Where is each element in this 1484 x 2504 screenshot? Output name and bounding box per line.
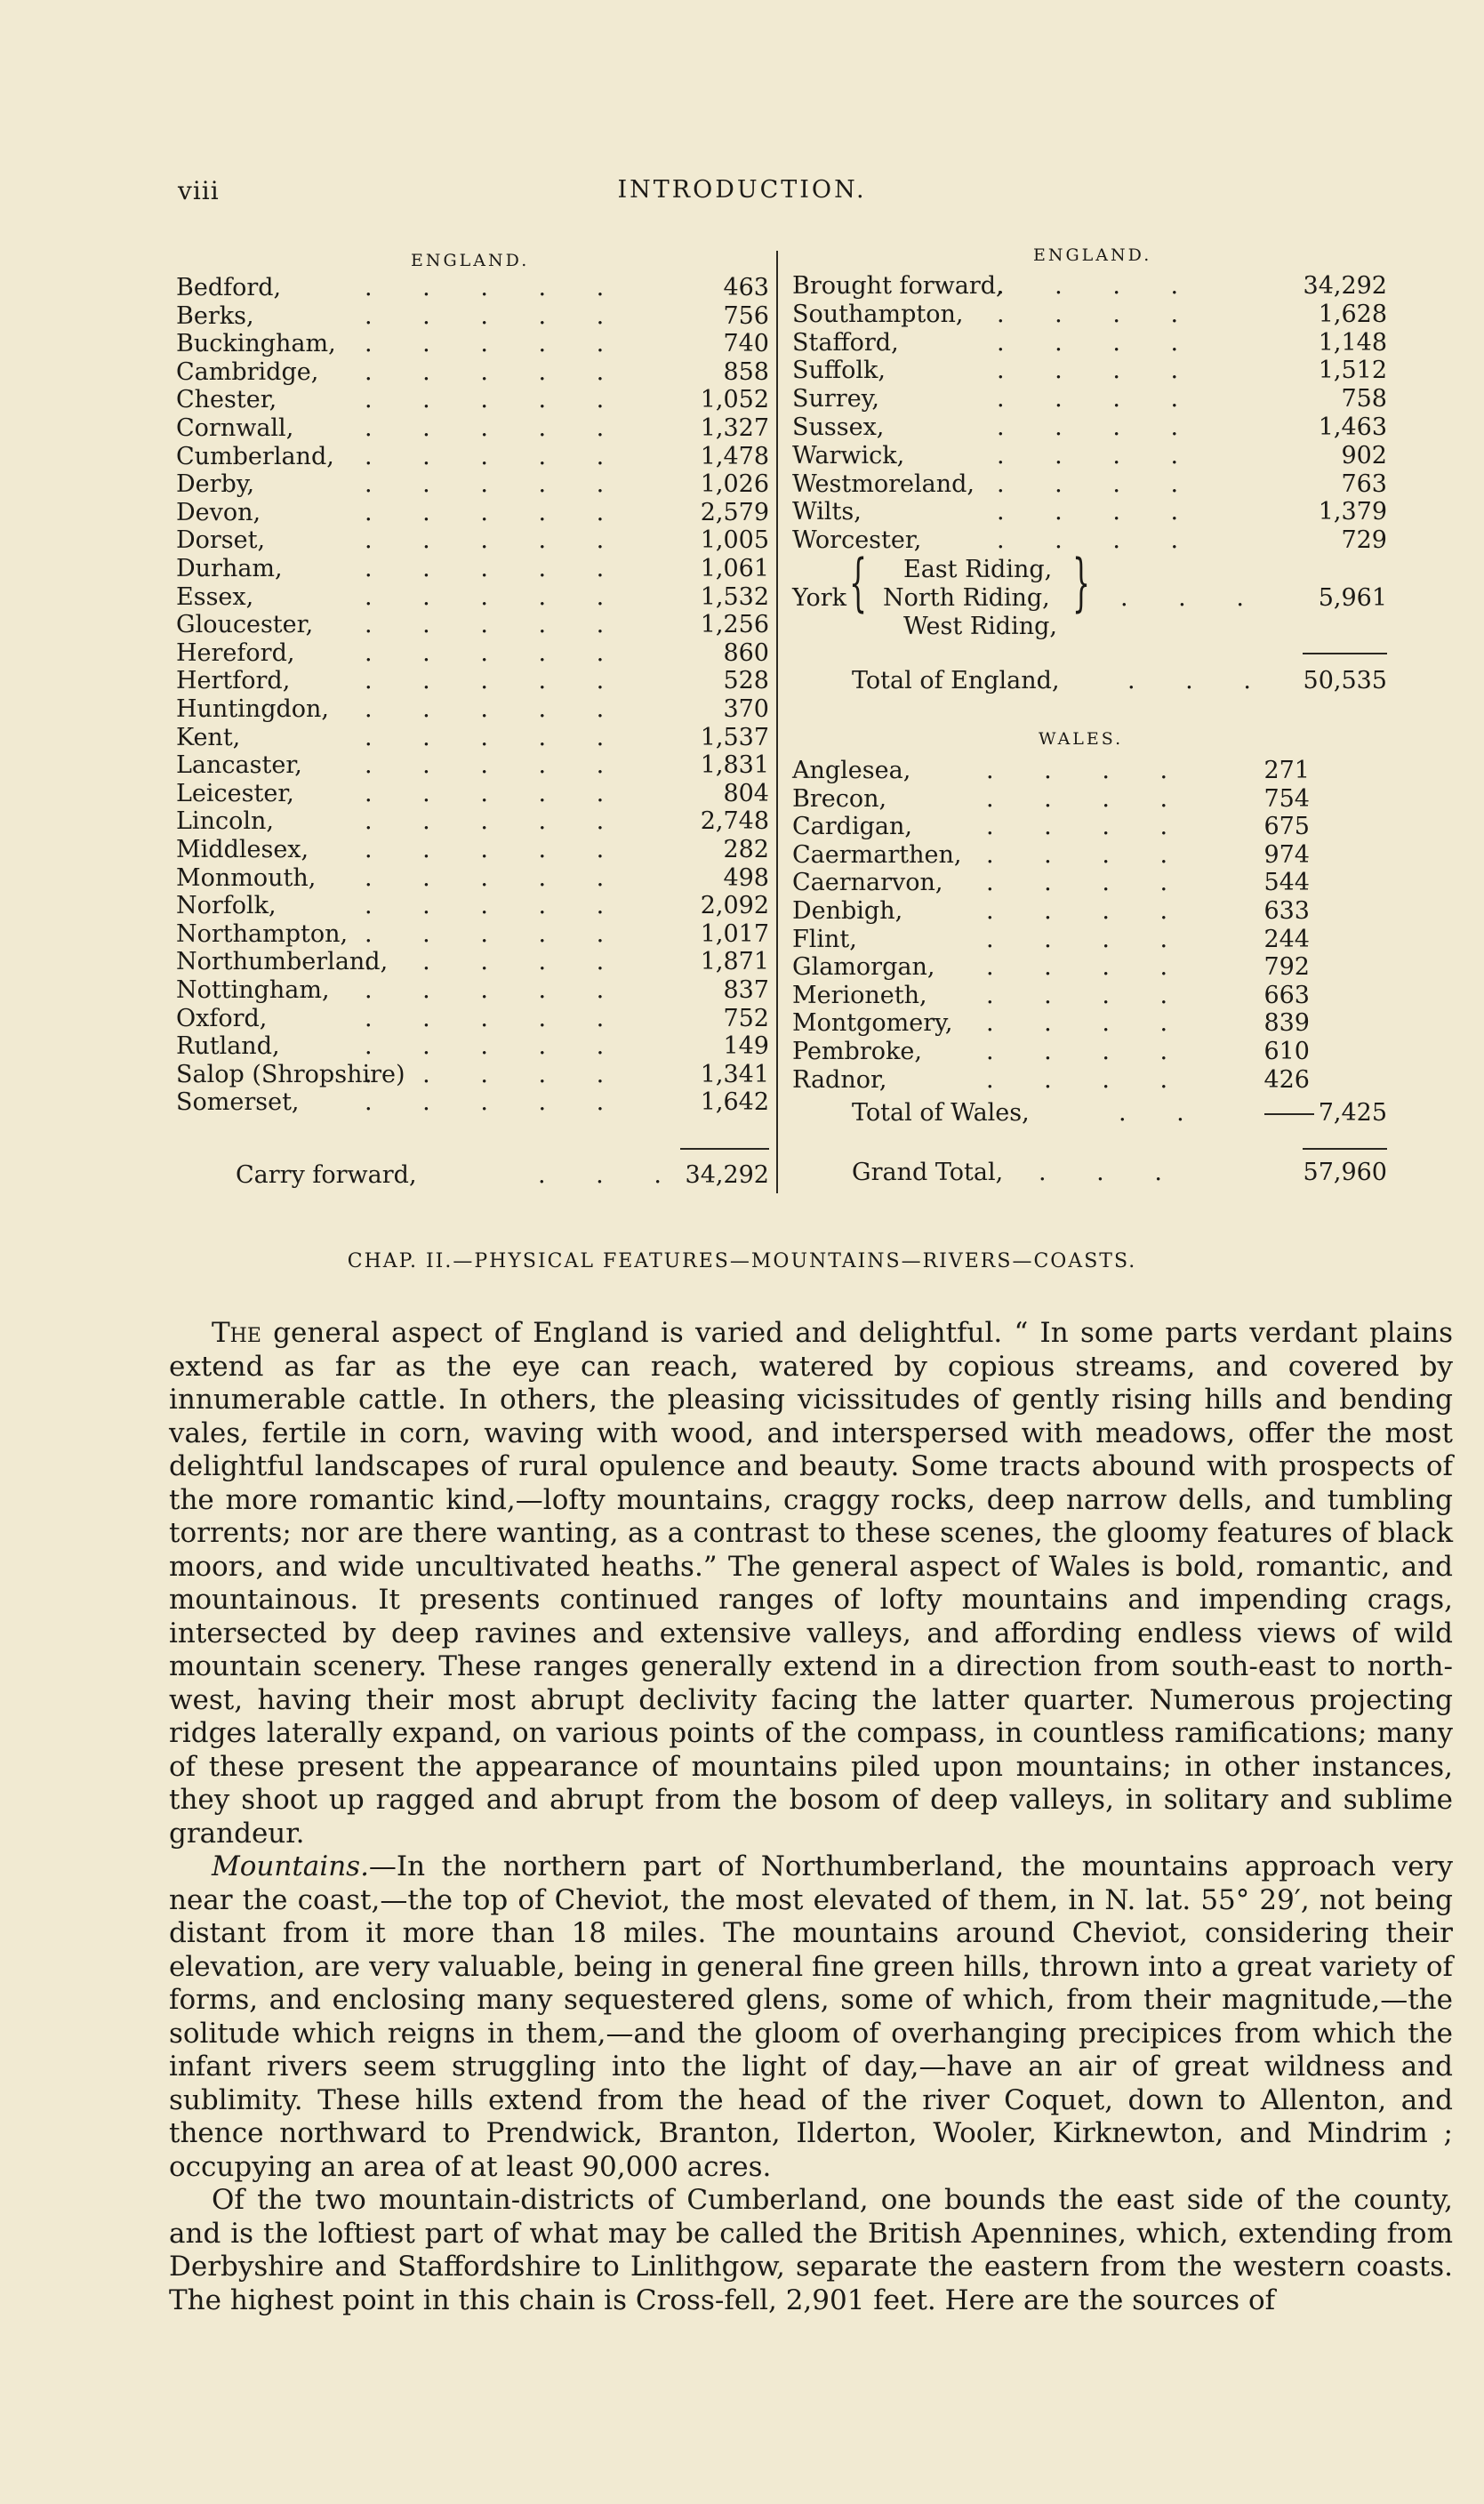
england-county-row-continued: [792, 470, 1387, 499]
england-county-row: [176, 864, 769, 893]
column-divider: [776, 251, 778, 1193]
england-county-row-leader: . . . . .: [365, 779, 626, 807]
england-county-row-name: Dorset,: [176, 526, 266, 555]
england-county-row-leader: . . . . .: [365, 330, 626, 358]
england-county-row-value: 282: [723, 836, 769, 863]
england-county-row: [176, 583, 769, 612]
england-county-row-continued-name: Suffolk,: [792, 357, 886, 385]
england-county-row-continued-value: 1,463: [1318, 413, 1387, 441]
england-county-row: [176, 807, 769, 836]
wales-county-row-leader: . . . .: [986, 953, 1190, 982]
england-county-row: [176, 667, 769, 695]
england-county-row-leader: . . . . .: [365, 526, 626, 555]
england-county-row-continued: [792, 301, 1387, 329]
england-county-row-value: 1,017: [700, 919, 769, 948]
england-county-row-value: 1,831: [700, 751, 769, 780]
england-county-row-name: Derby,: [176, 470, 255, 499]
england-county-row-continued: [792, 385, 1387, 413]
york-riding-north: North Riding,: [883, 584, 1050, 612]
england-county-row-name: Bedford,: [176, 274, 282, 301]
england-county-row-value: 740: [723, 330, 769, 358]
england-county-row-continued-leader: . . . .: [997, 413, 1200, 441]
england-county-row-value: 1,005: [700, 526, 769, 555]
england-county-row: [176, 386, 769, 414]
england-county-row: [176, 976, 769, 1005]
england-county-row-leader: . . . . .: [365, 555, 626, 582]
wales-total-value: 7,425: [1318, 1099, 1387, 1127]
wales-county-row-value: 974: [1263, 840, 1310, 869]
england-county-row-continued-leader: . . . .: [997, 470, 1200, 498]
england-county-row-name: Cornwall,: [176, 414, 294, 442]
england-county-row-name: Cambridge,: [176, 357, 319, 386]
wales-county-row: [792, 785, 1310, 814]
wales-county-row: [792, 813, 1310, 841]
york-value: 5,961: [1318, 584, 1387, 612]
england-county-row-leader: . . . . .: [365, 638, 626, 667]
england-county-row-name: Somerset,: [176, 1088, 300, 1117]
wales-county-row-name: Denbigh,: [792, 897, 903, 925]
grand-total-label: Grand Total,: [852, 1159, 1004, 1186]
england-county-row-name: Northampton,: [176, 919, 349, 948]
england-county-row-name: Lancaster,: [176, 751, 302, 780]
wales-county-row-leader: . . . .: [986, 981, 1190, 1009]
england-county-row-continued: [792, 272, 1387, 301]
england-county-row-continued-leader: . . . .: [997, 328, 1200, 357]
york-row: [1103, 584, 1387, 613]
wales-county-row: [792, 869, 1310, 897]
england-county-row-name: Chester,: [176, 386, 277, 414]
england-county-row-leader: . . . . .: [365, 919, 626, 948]
england-county-row-leader: . . . . .: [365, 892, 626, 920]
grand-total-value: 57,960: [1303, 1159, 1387, 1186]
york-leader: . . .: [1120, 584, 1265, 612]
england-county-row-leader: . . . . .: [365, 1088, 626, 1117]
body-text: [169, 1317, 1453, 2317]
england-county-row-name: Lincoln,: [176, 807, 274, 836]
york-label: York: [792, 584, 847, 612]
england-county-row-name: Buckingham,: [176, 330, 336, 358]
york-left-brace: {: [849, 546, 868, 619]
england-county-row-name: Leicester,: [176, 779, 294, 807]
england-county-row-value: 1,256: [700, 611, 769, 639]
england-county-row-value: 752: [723, 1004, 769, 1032]
grand-total-row: [852, 1159, 1387, 1187]
england-county-row-leader: . . . . .: [365, 470, 626, 499]
england-county-row: [176, 414, 769, 443]
england-county-row-continued: [792, 357, 1387, 385]
wales-county-row-value: 244: [1263, 925, 1310, 953]
england-county-row-leader: . . . . .: [365, 863, 626, 892]
england-county-row: [176, 526, 769, 555]
wales-county-row-name: Caernarvon,: [792, 869, 943, 897]
york-right-brace: }: [1072, 546, 1091, 619]
wales-county-row-name: Merioneth,: [792, 981, 927, 1009]
england-county-row-value: 756: [723, 301, 769, 330]
england-county-row-continued-value: 902: [1341, 441, 1387, 470]
england-county-row-continued-leader: . . . .: [997, 441, 1200, 470]
england-county-row: [176, 892, 769, 920]
england-county-row-leader: . . . . .: [365, 948, 626, 976]
wales-county-row-name: Cardigan,: [792, 813, 912, 841]
england-county-row-continued-name: Sussex,: [792, 413, 885, 441]
england-county-row-name: Oxford,: [176, 1004, 268, 1032]
england-county-row-value: 860: [723, 638, 769, 667]
chapter-heading: CHAP. II.—PHYSICAL FEATURES—MOUNTAINS—RIVERS—COASTS.: [347, 1250, 1137, 1272]
england-county-row: [176, 358, 769, 387]
england-county-row-leader: . . . . .: [365, 582, 626, 611]
left-table-caption: ENGLAND.: [411, 251, 530, 270]
england-county-row-leader: . . . . .: [365, 414, 626, 442]
england-county-row-leader: . . . . .: [365, 976, 626, 1004]
right-table-caption: ENGLAND.: [1033, 245, 1152, 265]
england-county-row-value: 1,052: [700, 386, 769, 414]
england-county-row-value: 2,748: [700, 807, 769, 836]
england-county-row-continued-name: Wilts,: [792, 498, 862, 526]
left-total-rule: [680, 1148, 769, 1150]
england-county-row: [176, 1088, 769, 1117]
england-county-row-value: 2,092: [700, 892, 769, 920]
england-county-row-name: Berks,: [176, 301, 254, 330]
england-county-row-name: Hertford,: [176, 667, 291, 695]
england-county-row-name: Gloucester,: [176, 611, 314, 639]
england-county-row-continued-value: 1,148: [1318, 328, 1387, 357]
england-county-row-value: 1,026: [700, 470, 769, 499]
england-county-row: [176, 443, 769, 471]
wales-total-row: [852, 1099, 1387, 1128]
england-county-row-continued-value: 1,379: [1318, 498, 1387, 526]
carry-forward-value: 34,292: [685, 1161, 769, 1189]
england-county-row-value: 858: [723, 357, 769, 386]
england-county-row-name: Durham,: [176, 555, 283, 582]
running-title: INTRODUCTION.: [617, 176, 867, 204]
england-county-row-value: 1,871: [700, 948, 769, 976]
england-county-row-continued: [792, 413, 1387, 442]
paragraph-cumberland: Of the two mountain-districts of Cumberland, one bounds the east side of the county, and is the loftiest part of what may be called the British Apennines, which, extending from Derbyshire and Staffordshire to Linlithgow, separate the eastern from the western coasts. The highest point in this chain is Cross-fell, 2,901 feet. Here are the sources of: [169, 2184, 1453, 2316]
england-county-row-leader: . . . . .: [365, 667, 626, 695]
wales-total-dash: [1264, 1113, 1314, 1115]
england-county-row-value: 1,061: [700, 555, 769, 582]
england-county-row-value: 370: [723, 695, 769, 723]
wales-county-row: [792, 1009, 1310, 1038]
grand-total-rule: [1303, 1148, 1387, 1150]
england-county-row: [176, 302, 769, 331]
wales-county-row: [792, 926, 1310, 954]
wales-county-row-name: Radnor,: [792, 1065, 887, 1094]
england-county-row: [176, 639, 769, 668]
wales-county-row-name: Flint,: [792, 925, 857, 953]
england-county-row-continued: [792, 498, 1387, 526]
england-county-row: [176, 499, 769, 527]
england-county-row-name: Hereford,: [176, 638, 295, 667]
england-county-row: [176, 695, 769, 724]
england-county-row-leader: . . . . .: [365, 301, 626, 330]
england-county-row-name: Salop (Shropshire): [176, 1060, 405, 1088]
england-county-row-continued-name: Surrey,: [792, 385, 879, 413]
wales-total-label: Total of Wales,: [852, 1099, 1030, 1127]
england-total-value: 50,535: [1303, 667, 1387, 694]
wales-county-row-leader: . . . .: [986, 840, 1190, 869]
wales-county-row-leader: . . . .: [986, 869, 1190, 897]
paragraph-general-aspect: [169, 1317, 1453, 1850]
england-county-row: [176, 611, 769, 639]
england-county-row-leader: . . . . .: [365, 751, 626, 780]
wales-county-row-value: 663: [1263, 981, 1310, 1009]
england-county-row-value: 1,537: [700, 723, 769, 751]
england-county-row-continued-leader: . . . .: [997, 526, 1200, 555]
wales-county-row: [792, 1038, 1310, 1066]
england-county-row-name: Middlesex,: [176, 836, 309, 863]
england-county-row-value: 2,579: [700, 498, 769, 526]
england-county-row-continued-value: 1,512: [1318, 357, 1387, 385]
wales-county-row: [792, 982, 1310, 1010]
england-county-row-leader: . . . . .: [365, 442, 626, 470]
wales-county-row-value: 271: [1263, 757, 1310, 784]
england-county-row: [176, 1032, 769, 1061]
england-county-row-value: 804: [723, 779, 769, 807]
england-county-row-leader: . . . . .: [365, 807, 626, 836]
paragraph-lead-word: The: [212, 1317, 261, 1349]
england-county-row-leader: . . . . .: [365, 1060, 626, 1088]
england-county-row: [176, 1061, 769, 1089]
england-county-row-continued-name: Southampton,: [792, 300, 964, 328]
england-county-row-value: 149: [723, 1032, 769, 1061]
england-county-row-leader: . . . . .: [365, 386, 626, 414]
wales-county-row-name: Pembroke,: [792, 1038, 922, 1065]
paragraph-general-aspect-text: general aspect of England is varied and delightful. “ In some parts verdant plains extend as far as the eye can reach, watered by copious streams, and covered by innumerable cattle. In others, the pleasing vicissitudes of gently rising hills and bending vales, fertile in corn, waving with wood, and interspersed with meadows, offer the most delightful landscapes of rural opulence and beauty. Some tracts abound with prospects of the more romantic kind,—lofty mountains, craggy rocks, deep narrow dells, and tumbling torrents; nor are there wanting, as a contrast to these scenes, the gloomy features of black moors, and wide uncultivated heaths.” The general aspect of Wales is bold, romantic, and mountainous. It presents continued ranges of lofty mountains and impending crags, intersected by deep ravines and extensive valleys, and affording endless views of wild mountain scenery. These ranges generally extend in a direction from south-east to north-west, having their most abrupt declivity facing the latter quarter. Numerous projecting ridges laterally expand, on various points of the compass, in countless ramifications; many of these present the appearance of mountains piled upon mountains; in other instances, they shoot up ragged and abrupt from the bosom of deep valleys, in solitary and sublime grandeur.: [169, 1317, 1453, 1850]
wales-county-row-leader: . . . .: [986, 784, 1190, 813]
wales-county-row: [792, 953, 1310, 982]
wales-caption: WALES.: [1039, 729, 1124, 749]
england-county-row: [176, 555, 769, 583]
england-county-row-continued-name: Warwick,: [792, 441, 905, 470]
wales-county-row-value: 792: [1263, 953, 1310, 982]
wales-county-row-name: Anglesea,: [792, 757, 911, 784]
england-county-row-continued-value: 1,628: [1318, 300, 1387, 328]
wales-county-row-leader: . . . .: [986, 925, 1190, 953]
wales-county-row-leader: . . . .: [986, 757, 1190, 784]
england-county-row-continued: [792, 329, 1387, 357]
england-county-row-continued-value: 763: [1341, 470, 1387, 498]
england-county-row-continued-value: 34,292: [1303, 272, 1387, 300]
wales-county-row: [792, 1066, 1310, 1095]
wales-county-row: [792, 757, 1310, 785]
england-county-row-name: Rutland,: [176, 1032, 280, 1061]
england-county-row-leader: . . . . .: [365, 1032, 626, 1061]
paragraph-mountains: [169, 1850, 1453, 2184]
england-county-row-leader: . . . . .: [365, 723, 626, 751]
wales-county-row-value: 839: [1263, 1009, 1310, 1038]
wales-county-row-value: 633: [1263, 897, 1310, 925]
england-county-row-continued-name: Worcester,: [792, 526, 922, 555]
carry-forward-row: [236, 1161, 769, 1190]
york-riding-west: West Riding,: [903, 613, 1057, 640]
england-county-row-leader: . . . . .: [365, 611, 626, 639]
mountains-subheading: Mountains.: [212, 1850, 369, 1882]
wales-county-row-value: 610: [1263, 1038, 1310, 1065]
england-county-row: [176, 780, 769, 808]
england-county-row-value: 1,532: [700, 582, 769, 611]
wales-county-row-leader: . . . .: [986, 1009, 1190, 1038]
wales-county-row: [792, 841, 1310, 870]
wales-county-row-name: Glamorgan,: [792, 953, 935, 982]
wales-county-row-leader: . . . .: [986, 1038, 1190, 1065]
england-county-row-name: Essex,: [176, 582, 254, 611]
england-county-row: [176, 724, 769, 752]
england-county-row-continued-leader: . . . .: [997, 272, 1200, 300]
wales-county-row-value: 426: [1263, 1065, 1310, 1094]
wales-county-row-name: Montgomery,: [792, 1009, 953, 1038]
england-total-label: Total of England,: [852, 667, 1060, 694]
england-county-row-name: Kent,: [176, 723, 241, 751]
england-county-row-continued: [792, 442, 1387, 470]
england-county-row-value: 1,327: [700, 414, 769, 442]
wales-county-row-name: Brecon,: [792, 784, 887, 813]
england-county-row-continued-name: Brought forward,: [792, 272, 1004, 300]
england-county-row-continued-leader: . . . .: [997, 300, 1200, 328]
carry-forward-label: Carry forward,: [236, 1161, 417, 1189]
carry-forward-leader: . . .: [538, 1161, 683, 1189]
wales-total-leader: . .: [1119, 1099, 1206, 1127]
wales-county-row-leader: . . . .: [986, 1065, 1190, 1094]
england-county-row-value: 463: [723, 274, 769, 301]
england-county-row-continued-value: 729: [1341, 526, 1387, 555]
england-county-row-leader: . . . . .: [365, 498, 626, 526]
england-county-row-continued-value: 758: [1341, 385, 1387, 413]
england-county-row: [176, 1005, 769, 1033]
england-county-row-value: 1,642: [700, 1088, 769, 1117]
england-county-row: [176, 751, 769, 780]
wales-county-row-value: 544: [1263, 869, 1310, 897]
england-county-row-name: Norfolk,: [176, 892, 277, 920]
england-county-row: [176, 330, 769, 358]
england-county-row: [176, 948, 769, 976]
wales-county-row-value: 675: [1263, 813, 1310, 841]
wales-county-row-leader: . . . .: [986, 897, 1190, 925]
england-county-row: [176, 836, 769, 864]
england-county-row-leader: . . . . .: [365, 274, 626, 301]
england-county-row-name: Northumberland,: [176, 948, 389, 976]
wales-county-row-name: Caermarthen,: [792, 840, 962, 869]
england-county-row-value: 1,341: [700, 1060, 769, 1088]
england-county-row-continued-leader: . . . .: [997, 357, 1200, 385]
england-county-row-leader: . . . . .: [365, 836, 626, 863]
england-county-row-continued-leader: . . . .: [997, 385, 1200, 413]
england-county-row-continued-name: Stafford,: [792, 328, 899, 357]
england-county-row: [176, 920, 769, 949]
england-county-row-name: Huntingdon,: [176, 695, 329, 723]
page-number: viii: [178, 176, 220, 205]
wales-county-row-leader: . . . .: [986, 813, 1190, 841]
england-total-row: [852, 667, 1387, 695]
england-county-row-value: 528: [723, 667, 769, 695]
england-county-row-continued-name: Westmoreland,: [792, 470, 975, 498]
england-county-row-value: 1,478: [700, 442, 769, 470]
england-county-row: [176, 470, 769, 499]
england-county-row: [176, 274, 769, 302]
england-county-row-name: Devon,: [176, 498, 261, 526]
england-total-rule: [1303, 653, 1387, 654]
england-total-leader: . . .: [1127, 667, 1272, 694]
york-riding-east: East Riding,: [903, 556, 1053, 583]
england-county-row-name: Monmouth,: [176, 863, 317, 892]
england-county-row-value: 498: [723, 863, 769, 892]
paragraph-mountains-text: —In the northern part of Northumberland, the mountains approach very near the coast,—the top of Cheviot, the most elevated of them, in N. lat. 55° 29′, not being distant from it more than 18 miles. The mountains around Cheviot, considering their elevation, are very valuable, being in general fine green hills, thrown into a great variety of forms, and enclosing many sequestered glens, some of which, from their magnitude,—the solitude which reigns in them,—and the gloom of overhanging precipices from which the infant rivers seem struggling into the light of day,—have an air of great wildness and sublimity. These hills extend from the head of the river Coquet, down to Allenton, and thence northward to Prendwick, Branton, Ilderton, Wooler, Kirknewton, and Mindrim ; occupying an area of at least 90,000 acres.: [169, 1850, 1453, 2183]
wales-county-row-value: 754: [1263, 784, 1310, 813]
england-county-row-leader: . . . . .: [365, 357, 626, 386]
england-county-row-name: Cumberland,: [176, 442, 334, 470]
england-county-row-value: 837: [723, 976, 769, 1004]
england-county-row-leader: . . . . .: [365, 695, 626, 723]
england-county-row-continued-leader: . . . .: [997, 498, 1200, 526]
grand-total-leader: . . .: [1039, 1159, 1183, 1186]
england-county-row-name: Nottingham,: [176, 976, 330, 1004]
england-county-row-leader: . . . . .: [365, 1004, 626, 1032]
wales-county-row: [792, 897, 1310, 926]
